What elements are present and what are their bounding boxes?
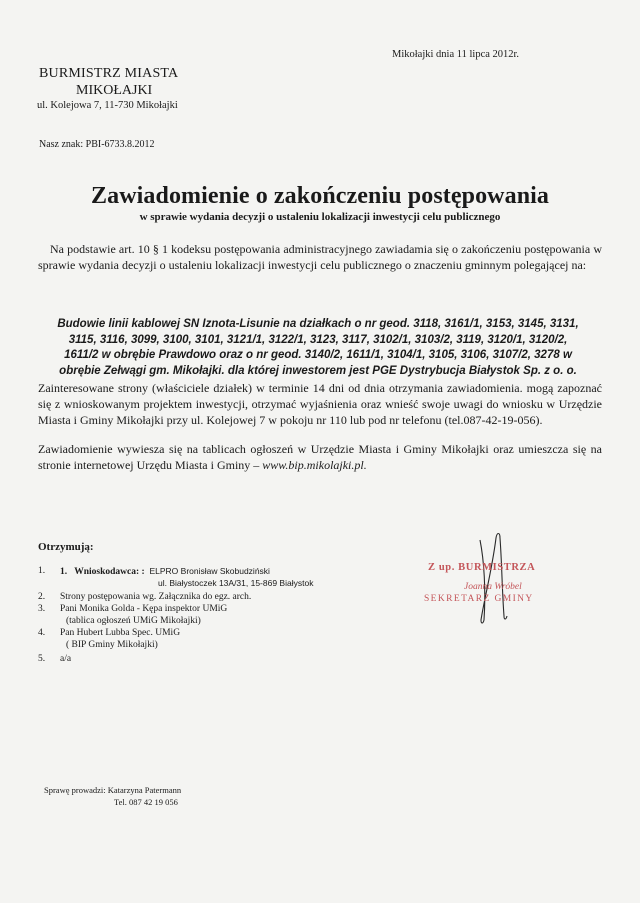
item-number: 1. (38, 566, 46, 576)
prepared-by: Sprawę prowadzi: Katarzyna Patermann (44, 785, 182, 795)
item-text: (tablica ogłoszeń UMiG Mikołajki) (66, 616, 201, 626)
bip-link[interactable]: www.bip.mikolajki.pl. (262, 458, 367, 472)
official-stamp (418, 558, 568, 620)
item-number: 5. (38, 654, 46, 664)
item-text: Pan Hubert Lubba Spec. UMiG (60, 628, 181, 638)
applicant-label: Wnioskodawca: : (74, 567, 145, 577)
item-text: Strony postępowania wg. Załącznika do egz. arch. (60, 592, 252, 602)
reference-number: Nasz znak: PBI-6733.8.2012 (39, 139, 155, 150)
stamp-line2: Joanna Wróbel (464, 582, 522, 592)
subject-line: 1611/2 w obrębie Prawdowo oraz o nr geod. 3140/2, 1611/1, 3104/1, 3105, 3106, 3107/2, 3278 w (64, 349, 572, 361)
subject-line: Budowie linii kablowej SN Iznota-Lisunie na działkach o nr geod. 3118, 3161/1, 3153, 3145, 3131, (57, 318, 579, 330)
item-text: ( BIP Gminy Mikołajki) (66, 640, 158, 650)
document-subtitle: w sprawie wydania decyzji o ustaleniu lokalizacji inwestycji celu publicznego (139, 211, 501, 223)
publication-text: Zawiadomienie wywiesza się na tablicach ogłoszeń w Urzędzie Miasta i Gminy Mikołajki oraz umieszcza się na stronie internetowej Urzędu Miasta i Gminy – (38, 442, 602, 472)
authority-line1: BURMISTRZ MIASTA (39, 66, 179, 81)
subject-block (38, 317, 598, 379)
parties-paragraph: Zainteresowane strony (właściciele działek) w terminie 14 dni od dnia otrzymania zawiadomienia. mogą zapoznać się z wnioskowanym projektem inwestycji, otrzymać wyjaśnienia oraz wnieść swoje uwagi do wniosku w Urzędzie Miasta i Gminy Mikołajki przy ul. Kolejowej 7 w pokoju nr 110 lub pod nr telefonu (tel.087-42-19-056). (38, 381, 602, 427)
applicant-name: ELPRO Bronisław Skobudziński (149, 566, 270, 576)
subject-line: obrębie Zełwągi gm. Mikołajki. dla której inwestorem jest PGE Dystrybucja Białystok Sp. z o. o. (59, 364, 577, 377)
stamp-line3: SEKRETARZ GMINY (424, 594, 534, 604)
stamp-line1: Z up. BURMISTRZA (428, 562, 536, 573)
intro-paragraph: Na podstawie art. 10 § 1 kodeksu postępowania administracyjnego zawiadamia się o zakończeniu postępowania w sprawie wydania decyzji o ustaleniu lokalizacji inwestycji celu publicznego o znaczeniu gminnym polegającej na: (38, 242, 602, 272)
authority-line2: MIKOŁAJKI (76, 83, 153, 98)
item-number: 2. (38, 592, 46, 602)
item-text: a/a (60, 654, 72, 664)
publication-paragraph (38, 441, 602, 473)
item-subnumber: 1. (60, 567, 68, 577)
authority-address: ul. Kolejowa 7, 11-730 Mikołajki (37, 100, 178, 111)
item-number: 4. (38, 628, 46, 638)
subject-line: 3115, 3116, 3099, 3100, 3101, 3121/1, 3122/1, 3123, 3117, 3102/1, 3103/2, 3119, 3120/1, 3120/2, (68, 333, 568, 346)
applicant-address: ul. Białystoczek 13A/31, 15-869 Białystok (158, 578, 314, 588)
item-number: 3. (38, 604, 46, 614)
item-text: Pani Monika Golda - Kępa inspektor UMiG (60, 604, 228, 614)
contact-phone: Tel. 087 42 19 056 (114, 797, 178, 807)
recipients-heading: Otrzymują: (38, 541, 94, 553)
place-date: Mikołajki dnia 11 lipca 2012r. (392, 49, 520, 60)
document-title: Zawiadomienie o zakończeniu postępowania (90, 183, 550, 209)
